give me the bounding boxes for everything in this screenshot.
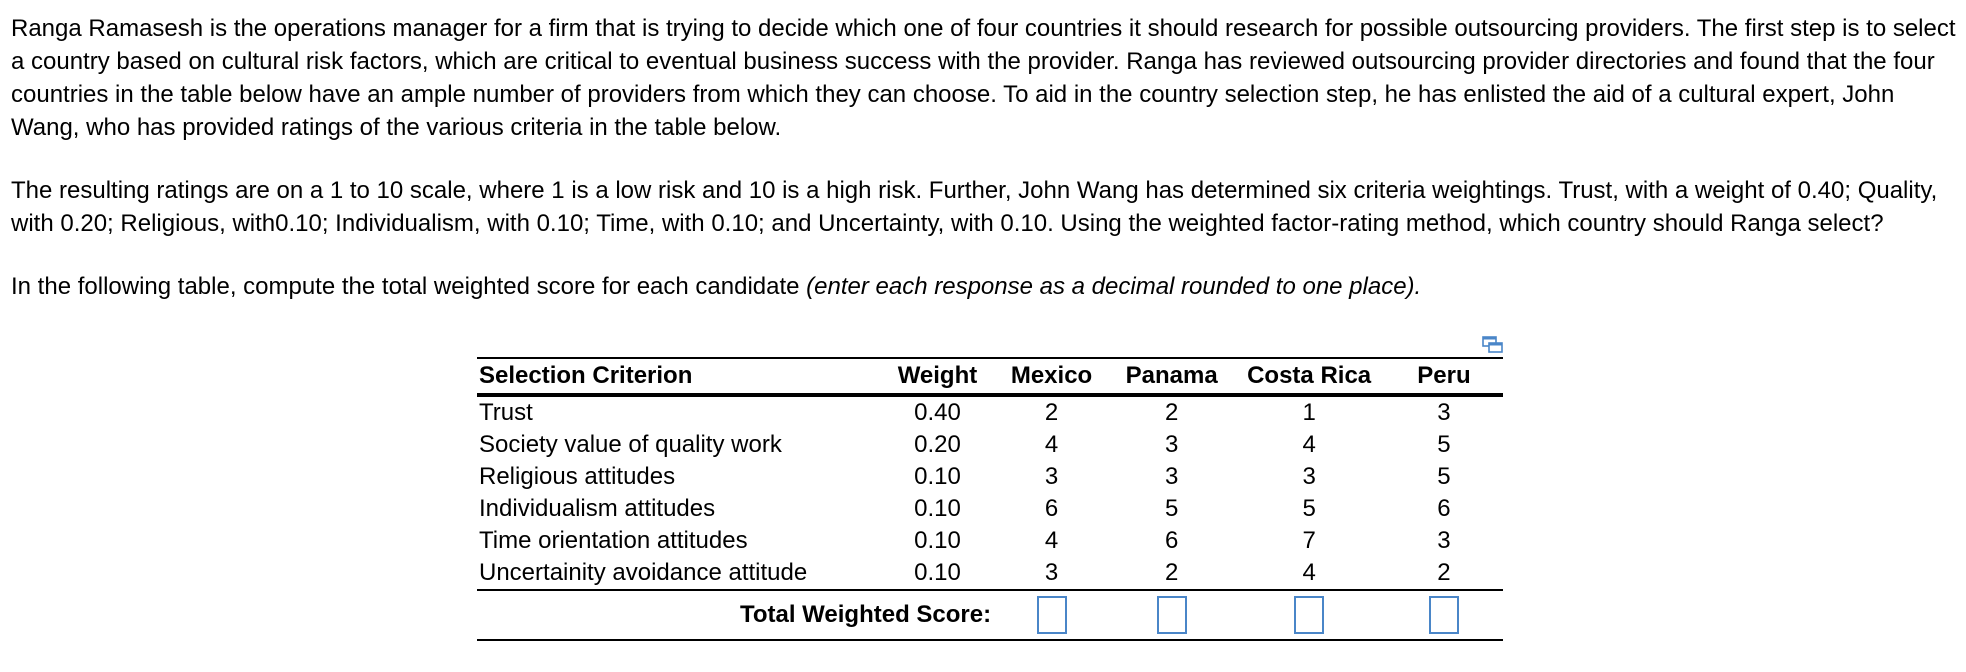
panama-rating: 3 bbox=[1164, 431, 1179, 458]
peru-rating: 3 bbox=[1437, 527, 1451, 554]
problem-text bbox=[11, 12, 1956, 303]
mexico-rating: 4 bbox=[1044, 431, 1059, 458]
costa-rica-total-cell bbox=[1233, 590, 1385, 640]
header-mexico: Mexico bbox=[993, 358, 1110, 395]
header-criterion: Selection Criterion bbox=[477, 358, 882, 395]
criterion-name: Individualism attitudes bbox=[479, 495, 716, 522]
header-peru: Peru bbox=[1385, 358, 1503, 395]
costa-rica-rating: 3 bbox=[1302, 463, 1316, 490]
header-weight: Weight bbox=[882, 358, 993, 395]
mexico-rating: 2 bbox=[1044, 399, 1059, 426]
header-panama: Panama bbox=[1110, 358, 1233, 395]
table-row bbox=[477, 493, 1503, 525]
panama-total-input[interactable] bbox=[1157, 596, 1187, 634]
weight-cell: 0.40 bbox=[914, 399, 961, 426]
table-row bbox=[477, 525, 1503, 557]
criterion-name: Uncertainity avoidance attitude bbox=[477, 557, 882, 590]
peru-rating: 6 bbox=[1437, 495, 1451, 522]
costa-rica-rating: 5 bbox=[1302, 495, 1316, 522]
panama-rating: 2 bbox=[1164, 399, 1179, 426]
costa-rica-rating: 4 bbox=[1302, 431, 1316, 458]
instruction-text: In the following table, compute the total weighted score for each candidate bbox=[11, 273, 807, 300]
costa-rica-rating: 7 bbox=[1302, 527, 1316, 554]
costa-rica-total-input[interactable] bbox=[1294, 596, 1324, 634]
costa-rica-rating: 4 bbox=[1233, 557, 1385, 590]
total-weighted-score-label: Total Weighted Score: bbox=[477, 590, 993, 640]
peru-total-cell bbox=[1385, 590, 1503, 640]
panama-rating: 6 bbox=[1164, 527, 1179, 554]
weight-cell: 0.20 bbox=[914, 431, 961, 458]
mexico-total-input[interactable] bbox=[1037, 596, 1067, 634]
weight-cell: 0.10 bbox=[914, 527, 961, 554]
problem-paragraph-1: Ranga Ramasesh is the operations manager for a firm that is trying to decide which one of four countries it should research for possible outsourcing providers. The first step is to select a country based on cultural risk factors, which are critical to eventual business success with the provider. Ranga has reviewed outsourcing provider directories and found that the four countries in the table below have an ample number of providers from which they can choose. To aid in the country selection step, he has enlisted the aid of a cultural expert, John Wang, who has provided ratings of the various criteria in the table below. bbox=[11, 15, 1956, 141]
costa-rica-rating: 1 bbox=[1302, 399, 1316, 426]
mexico-total-cell bbox=[993, 590, 1110, 640]
table-row bbox=[477, 429, 1503, 461]
peru-rating: 5 bbox=[1437, 431, 1451, 458]
criterion-name: Trust bbox=[479, 399, 533, 426]
table-row bbox=[477, 395, 1503, 429]
peru-rating: 3 bbox=[1437, 399, 1451, 426]
peru-rating: 2 bbox=[1385, 557, 1503, 590]
mexico-rating: 6 bbox=[1044, 495, 1059, 522]
panama-rating: 5 bbox=[1164, 495, 1179, 522]
mexico-rating: 3 bbox=[1044, 463, 1059, 490]
weight-cell: 0.10 bbox=[882, 557, 993, 590]
peru-total-input[interactable] bbox=[1429, 596, 1459, 634]
instruction-paragraph bbox=[11, 270, 1956, 303]
table-row bbox=[477, 557, 1503, 590]
peru-rating: 5 bbox=[1437, 463, 1451, 490]
total-row bbox=[477, 590, 1503, 640]
header-costa-rica: Costa Rica bbox=[1233, 358, 1385, 395]
weight-cell: 0.10 bbox=[914, 463, 961, 490]
panama-rating: 2 bbox=[1110, 557, 1233, 590]
panama-rating: 3 bbox=[1164, 463, 1179, 490]
problem-paragraph-2: The resulting ratings are on a 1 to 10 scale, where 1 is a low risk and 10 is a high risk. Further, John Wang has determined six criteria weightings. Trust, with a weight of 0.40; Quality, with 0.20; Religious, with0.10; Individualism, with 0.10; Time, with 0.10; and Uncertainty, with 0.10. Using the weighted factor-rating method, which country should Ranga select? bbox=[11, 177, 1938, 237]
weight-cell: 0.10 bbox=[914, 495, 961, 522]
copy-data-icon[interactable] bbox=[1482, 330, 1504, 348]
criterion-name: Religious attitudes bbox=[479, 463, 676, 490]
mexico-rating: 4 bbox=[1044, 527, 1059, 554]
mexico-rating: 3 bbox=[993, 557, 1110, 590]
table-header-row bbox=[477, 358, 1503, 395]
criteria-table bbox=[477, 357, 1503, 641]
instruction-note: (enter each response as a decimal rounded to one place). bbox=[806, 273, 1422, 300]
criterion-name: Time orientation attitudes bbox=[479, 527, 748, 554]
criterion-name: Society value of quality work bbox=[479, 431, 782, 458]
table-row bbox=[477, 461, 1503, 493]
panama-total-cell bbox=[1110, 590, 1233, 640]
